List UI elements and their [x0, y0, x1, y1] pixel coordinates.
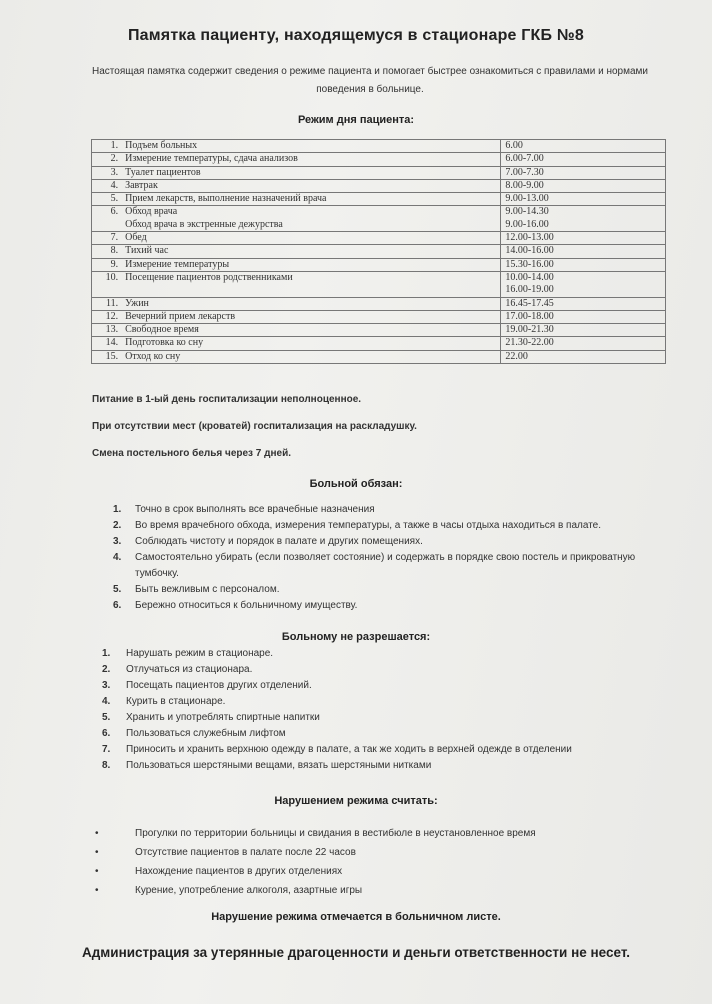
list-item-number: 3. [102, 680, 111, 691]
schedule-row-activity [121, 245, 501, 258]
list-item-text: Соблюдать чистоту и порядок в палате и других помещениях. [135, 536, 423, 547]
schedule-row [92, 337, 666, 350]
schedule-activity-text: Посещение пациентов родственниками [125, 271, 293, 283]
list-item-number: 4. [102, 696, 111, 707]
schedule-activity-text: Туалет пациентов [125, 166, 201, 178]
list-item-number: 5. [113, 584, 122, 595]
schedule-row-number: 14. [92, 337, 122, 350]
document-title: Памятка пациенту, находящемуся в стационаре ГКБ №8 [127, 27, 585, 44]
list-item [102, 726, 666, 742]
schedule-row-number: 8. [92, 245, 122, 258]
list-item [113, 534, 665, 550]
schedule-row-time [501, 297, 666, 310]
schedule-row [92, 232, 666, 245]
list-item [102, 662, 666, 678]
list-item-number: 1. [113, 504, 122, 515]
schedule-row-activity [121, 297, 501, 310]
violations-list [95, 824, 655, 900]
list-item-text: Приносить и хранить верхнюю одежду в палате, а так же ходить в верхней одежде в отделении [126, 744, 572, 755]
bullet-icon: • [95, 847, 99, 858]
schedule-row-number: 2. [92, 153, 122, 166]
schedule-row-time [501, 166, 666, 179]
list-item [95, 824, 655, 843]
schedule-activity-text: Прием лекарств, выполнение назначений врача [125, 193, 327, 205]
obligations-list [113, 502, 665, 614]
schedule-row-activity [121, 350, 501, 363]
schedule-row [92, 193, 666, 206]
list-item [113, 518, 665, 534]
list-item-number: 2. [102, 664, 111, 675]
list-item [102, 678, 666, 694]
list-item-text: Нарушать режим в стационаре. [126, 648, 274, 659]
schedule-row-time [501, 153, 666, 166]
list-item [95, 881, 655, 900]
schedule-time-text: 10.00-14.00 [505, 271, 554, 283]
list-item-text: Посещать пациентов других отделений. [126, 680, 312, 691]
schedule-time-text-extra: 9.00-16.00 [505, 218, 549, 230]
schedule-activity-text: Ужин [125, 297, 149, 309]
schedule-activity-text: Подготовка ко сну [125, 337, 204, 349]
schedule-heading: Режим дня пациента: [297, 114, 415, 126]
schedule-time-text: 15.30-16.00 [505, 258, 554, 270]
list-item-number: 6. [113, 600, 122, 611]
schedule-row-time [501, 324, 666, 337]
list-item-text: Быть вежливым с персоналом. [135, 584, 280, 595]
schedule-row-time [501, 337, 666, 350]
schedule-row-activity [121, 153, 501, 166]
schedule-time-text: 6.00 [505, 140, 523, 151]
schedule-row [92, 245, 666, 258]
list-item [95, 843, 655, 862]
schedule-row-number: 15. [92, 350, 122, 363]
schedule-activity-text: Измерение температуры, сдача анализов [125, 153, 298, 165]
violation-note: Нарушение режима отмечается в больничном листе. [211, 911, 501, 923]
schedule-row-time [501, 206, 666, 232]
list-item-text: Самостоятельно убирать (если позволяет состояние) и содержать в порядке свою постель и прикроватную тумбочку. [135, 552, 636, 579]
schedule-activity-text: Измерение температуры [125, 258, 230, 270]
schedule-time-text: 12.00-13.00 [505, 232, 554, 244]
schedule-row-activity [121, 140, 501, 153]
list-item-number: 6. [102, 728, 111, 739]
schedule-activity-text: Отход ко сну [125, 350, 181, 362]
list-item-text: Отлучаться из стационара. [126, 664, 253, 675]
schedule-row-activity [121, 166, 501, 179]
schedule-row-number: 5. [92, 193, 122, 206]
schedule-row [92, 324, 666, 337]
schedule-row-activity [121, 310, 501, 323]
schedule-row-number: 13. [92, 324, 122, 337]
schedule-row [92, 206, 666, 232]
schedule-time-text: 7.00-7.30 [505, 166, 544, 178]
list-item-number: 8. [102, 760, 111, 771]
schedule-row-time [501, 140, 666, 153]
schedule-row [92, 179, 666, 192]
schedule-row-number: 10. [92, 271, 122, 297]
disclaimer: Администрация за утерянные драгоценности и деньги ответственности не несет. [81, 945, 630, 960]
list-item-number: 4. [113, 552, 122, 563]
schedule-row [92, 258, 666, 271]
schedule-row-time [501, 193, 666, 206]
schedule-row-time [501, 232, 666, 245]
list-item [102, 694, 666, 710]
schedule-activity-text: Тихий час [125, 245, 169, 257]
schedule-row-number: 3. [92, 166, 122, 179]
schedule-row [92, 153, 666, 166]
intro-paragraph: Настоящая памятка содержит сведения о режиме пациента и помогает быстрее ознакомиться с правилами и нормами поведения в больнице. [92, 66, 648, 95]
schedule-row [92, 140, 666, 153]
list-item [102, 646, 666, 662]
schedule-time-text: 22.00 [505, 350, 528, 362]
schedule-row-time [501, 258, 666, 271]
list-item-number: 7. [102, 744, 111, 755]
schedule-activity-text: Свободное время [125, 324, 199, 336]
schedule-row-number: 6. [92, 206, 122, 232]
bullet-icon: • [95, 885, 99, 896]
schedule-row-time [501, 310, 666, 323]
prohibited-heading: Больному не разрешается: [281, 631, 431, 643]
list-item-text: Курение, употребление алкоголя, азартные игры [135, 885, 363, 896]
list-item-number: 5. [102, 712, 111, 723]
schedule-activity-text: Обход врача [125, 206, 178, 218]
schedule-row-activity [121, 193, 501, 206]
schedule-time-text: 6.00-7.00 [505, 153, 544, 165]
schedule-row-number: 11. [92, 297, 122, 310]
schedule-time-text: 19.00-21.30 [505, 324, 554, 336]
schedule-row-activity [121, 337, 501, 350]
schedule-row-number: 7. [92, 232, 122, 245]
schedule-time-text: 16.45-17.45 [505, 297, 554, 309]
list-item [102, 758, 666, 774]
list-item [113, 582, 665, 598]
schedule-activity-text: Вечерний прием лекарств [125, 310, 236, 322]
list-item-text: Прогулки по территории больницы и свидания в вестибюле в неустановленное время [135, 828, 536, 839]
schedule-row-number: 1. [92, 140, 122, 153]
schedule-time-text: 9.00-14.30 [505, 206, 549, 218]
violations-heading: Нарушением режима считать: [274, 795, 438, 807]
list-item [113, 550, 665, 582]
schedule-row-activity [121, 232, 501, 245]
schedule-row-time [501, 245, 666, 258]
schedule-row-number: 12. [92, 310, 122, 323]
list-item-text: Во время врачебного обхода, измерения температуры, а также в часы отдыха находиться в палате. [135, 520, 602, 531]
schedule-row [92, 310, 666, 323]
schedule-row [92, 297, 666, 310]
schedule-time-text: 9.00-13.00 [505, 193, 549, 205]
schedule-time-text-extra: 16.00-19.00 [505, 284, 554, 296]
list-item-text: Бережно относиться к больничному имуществу. [135, 600, 358, 611]
note-cot: При отсутствии мест (кроватей) госпитализация на раскладушку. [92, 421, 417, 432]
list-item-text: Нахождение пациентов в других отделениях [135, 866, 343, 877]
bullet-icon: • [95, 828, 99, 839]
schedule-row-number: 9. [92, 258, 122, 271]
list-item-text: Хранить и употреблять спиртные напитки [126, 712, 320, 723]
schedule-row [92, 166, 666, 179]
schedule-row-number: 4. [92, 179, 122, 192]
note-nutrition: Питание в 1-ый день госпитализации неполноценное. [92, 394, 362, 405]
schedule-time-text: 21.30-22.00 [505, 337, 554, 349]
list-item [95, 862, 655, 881]
bullet-icon: • [95, 866, 99, 877]
prohibited-list [102, 646, 666, 774]
schedule-row [92, 271, 666, 297]
list-item-number: 3. [113, 536, 122, 547]
list-item-number: 2. [113, 520, 122, 531]
schedule-row-time [501, 271, 666, 297]
schedule-activity-text: Завтрак [125, 179, 158, 191]
schedule-row-activity [121, 258, 501, 271]
schedule-row-activity [121, 324, 501, 337]
schedule-row-activity [121, 179, 501, 192]
schedule-time-text: 8.00-9.00 [505, 179, 544, 191]
list-item-text: Пользоваться служебным лифтом [126, 728, 286, 739]
list-item [102, 742, 666, 758]
list-item-text: Курить в стационаре. [126, 696, 226, 707]
list-item-text: Пользоваться шерстяными вещами, вязать шерстяными нитками [126, 760, 432, 771]
schedule-time-text: 14.00-16.00 [505, 245, 554, 257]
list-item [113, 598, 665, 614]
list-item-text: Отсутствие пациентов в палате после 22 часов [135, 847, 356, 858]
schedule-row-time [501, 350, 666, 363]
schedule-row [92, 350, 666, 363]
schedule-activity-text: Обед [125, 232, 147, 244]
list-item-text: Точно в срок выполнять все врачебные назначения [135, 504, 375, 515]
schedule-row-activity [121, 206, 501, 232]
list-item [102, 710, 666, 726]
schedule-time-text: 17.00-18.00 [505, 310, 554, 322]
schedule-table [91, 139, 666, 364]
obligations-heading: Больной обязан: [309, 478, 403, 490]
schedule-row-time [501, 179, 666, 192]
list-item [113, 502, 665, 518]
note-linen: Смена постельного белья через 7 дней. [92, 448, 292, 459]
schedule-row-activity [121, 271, 501, 297]
list-item-number: 1. [102, 648, 111, 659]
schedule-activity-text: Подъем больных [125, 140, 198, 151]
schedule-activity-text-extra: Обход врача в экстренные дежурства [125, 218, 283, 230]
